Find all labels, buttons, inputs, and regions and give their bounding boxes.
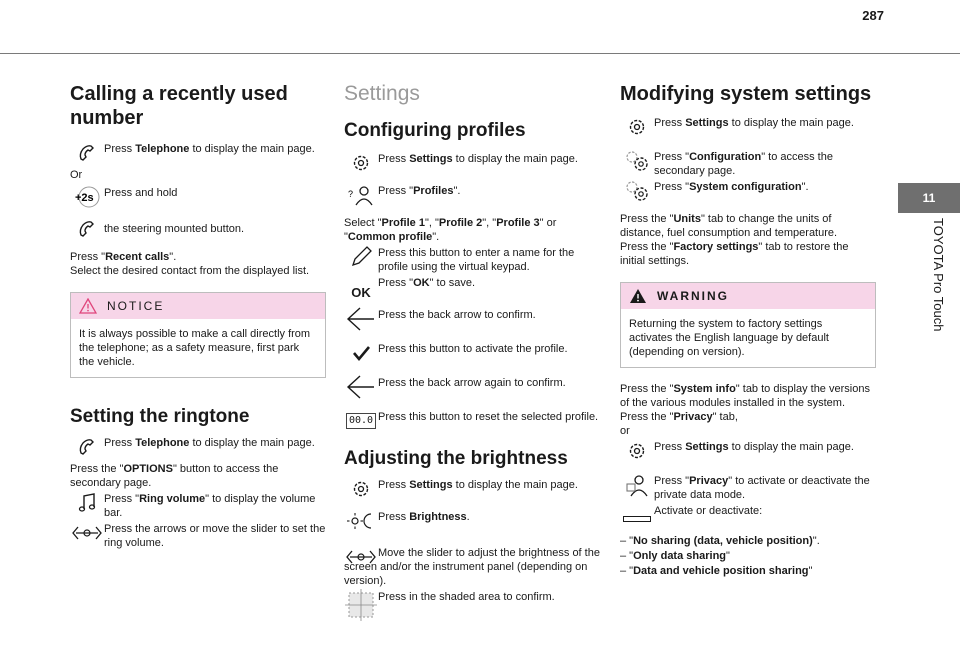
warning-triangle-icon bbox=[79, 298, 97, 314]
double-gear-icon bbox=[620, 148, 654, 174]
units-step: Press the "Units" tab to change the units of distance, fuel consumption and temperature. bbox=[620, 213, 838, 239]
section-title-ringtone: Setting the ringtone bbox=[70, 406, 250, 427]
music-note-icon bbox=[70, 490, 104, 516]
step-shaded-area: Press in the shaded area to confirm. bbox=[344, 588, 602, 622]
toggle-bar-icon bbox=[620, 502, 654, 522]
step-profiles: ? Press "Profiles". bbox=[344, 182, 602, 208]
section-title-brightness: Adjusting the brightness bbox=[344, 448, 568, 469]
step-brightness-slider: Move the slider to adjust the brightness of the screen and/or the instrument panel (depending on version). bbox=[344, 544, 602, 588]
step-name-profile: Press this button to enter a name for the profile using the virtual keypad. bbox=[344, 244, 602, 274]
checkmark-icon bbox=[344, 340, 378, 366]
gear-icon bbox=[620, 438, 654, 464]
or-text: or bbox=[620, 425, 630, 437]
step-activate-deactivate: Activate or deactivate: bbox=[620, 502, 876, 522]
step-back-1: Press the back arrow to confirm. bbox=[344, 306, 602, 332]
step-activate: Press this button to activate the profile. bbox=[344, 340, 602, 366]
slider-arrows-icon bbox=[70, 520, 104, 546]
step-arrows-slider: Press the arrows or move the slider to set the ring volume. bbox=[70, 520, 326, 550]
section-title-system-settings: Modifying system settings bbox=[620, 83, 872, 105]
step-press-hold: +2s Press and hold bbox=[70, 184, 326, 210]
recent-calls-step: Press "Recent calls". bbox=[70, 251, 177, 263]
step-settings: Press Settings to display the main page. bbox=[620, 114, 876, 140]
chapter-number: 11 bbox=[898, 183, 960, 213]
profile-icon bbox=[344, 182, 378, 208]
privacy-tab-step: Press the "Privacy" tab, bbox=[620, 411, 738, 423]
or-text: Or bbox=[70, 169, 83, 181]
shaded-area-icon bbox=[344, 588, 378, 622]
select-contact-step: Select the desired contact from the displayed list. bbox=[70, 265, 310, 277]
ok-icon: OK bbox=[351, 285, 371, 300]
warning-header bbox=[621, 283, 875, 309]
svg-text:+2s: +2s bbox=[75, 192, 94, 204]
chapter-side-tab bbox=[898, 0, 960, 649]
step-system-configuration: Press "System configuration". bbox=[620, 178, 876, 204]
svg-text:?: ? bbox=[348, 189, 354, 199]
list-item: – "Data and vehicle position sharing" bbox=[620, 565, 813, 577]
section-title-profiles: Configuring profiles bbox=[344, 120, 526, 141]
step-ok: OK Press "OK" to save. bbox=[344, 274, 602, 300]
warning-triangle-icon bbox=[629, 288, 647, 304]
gear-icon bbox=[344, 150, 378, 176]
privacy-options-list bbox=[620, 534, 876, 579]
step-ring-volume: Press "Ring volume" to display the volume bar. bbox=[70, 490, 326, 520]
chapter-title: TOYOTA Pro Touch bbox=[931, 218, 946, 332]
speed-dial-icon bbox=[70, 184, 104, 210]
warning-box bbox=[620, 282, 876, 368]
step-reset: 00.0 Press this button to reset the selected profile. bbox=[344, 408, 602, 434]
step-steering: the steering mounted button. bbox=[70, 216, 326, 242]
list-item: – "No sharing (data, vehicle position)". bbox=[620, 535, 820, 547]
list-item: – "Only data sharing" bbox=[620, 550, 730, 562]
warning-body: Returning the system to factory settings activates the English language by default (depending on version). bbox=[629, 318, 829, 358]
options-step: Press the "OPTIONS" button to access the secondary page. bbox=[70, 463, 279, 489]
notice-body: It is always possible to make a call directly from the telephone; as a safety measure, first park the vehicle. bbox=[79, 328, 311, 368]
notice-header bbox=[71, 293, 325, 319]
step-brightness: Press Brightness. bbox=[344, 508, 602, 534]
column-middle bbox=[344, 82, 602, 622]
step-configuration: Press "Configuration" to access the secondary page. bbox=[620, 148, 876, 178]
back-arrow-icon bbox=[344, 306, 378, 332]
warning-label: WARNING bbox=[657, 289, 729, 303]
telephone-icon bbox=[70, 216, 104, 242]
step-telephone-2: Press Telephone to display the main page. bbox=[70, 434, 326, 460]
select-profile-step: Select "Profile 1", "Profile 2", "Profile 3" or "Common profile". bbox=[344, 217, 557, 243]
page-number: 287 bbox=[862, 8, 884, 23]
double-gear-icon bbox=[620, 178, 654, 204]
step-settings: Press Settings to display the main page. bbox=[344, 150, 602, 176]
column-right bbox=[620, 82, 876, 579]
privacy-icon bbox=[620, 472, 654, 498]
section-title-recent-calls: Calling a recently used number bbox=[70, 83, 288, 129]
settings-heading: Settings bbox=[344, 82, 420, 105]
sun-moon-icon bbox=[344, 508, 378, 534]
back-arrow-icon bbox=[344, 374, 378, 400]
pencil-icon bbox=[344, 244, 378, 270]
step-telephone: Press Telephone to display the main page. bbox=[70, 140, 326, 166]
step-settings-2: Press Settings to display the main page. bbox=[620, 438, 876, 464]
notice-box bbox=[70, 292, 326, 378]
gear-icon bbox=[620, 114, 654, 140]
step-back-2: Press the back arrow again to confirm. bbox=[344, 374, 602, 400]
top-rule bbox=[0, 53, 960, 54]
factory-settings-step: Press the "Factory settings" tab to restore the initial settings. bbox=[620, 241, 849, 267]
telephone-icon bbox=[70, 140, 104, 166]
notice-label: NOTICE bbox=[107, 299, 165, 313]
reset-icon: 00.0 bbox=[344, 408, 378, 434]
step-privacy: Press "Privacy" to activate or deactivate the private data mode. bbox=[620, 472, 876, 502]
gear-icon bbox=[344, 476, 378, 502]
step-settings-2: Press Settings to display the main page. bbox=[344, 476, 602, 502]
telephone-icon bbox=[70, 434, 104, 460]
system-info-step: Press the "System info" tab to display the versions of the various modules installed in the system. bbox=[620, 383, 870, 409]
column-left bbox=[70, 82, 326, 550]
